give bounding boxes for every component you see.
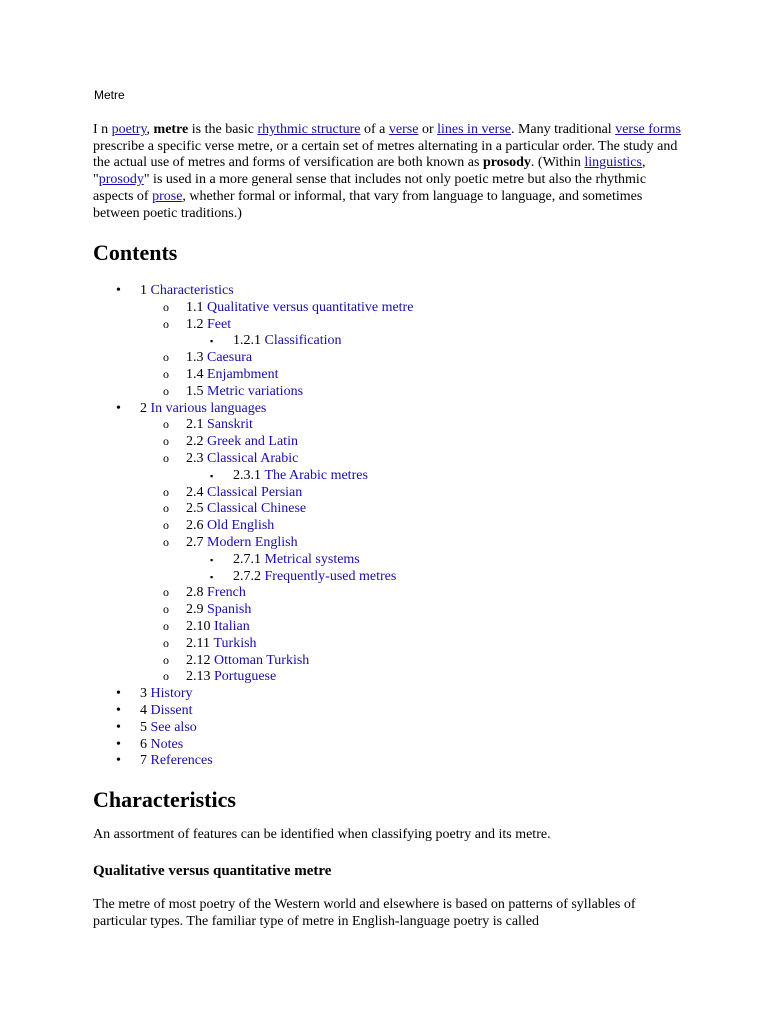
toc-bullet-icon: o	[163, 451, 169, 465]
toc-bullet-icon: o	[163, 518, 169, 533]
toc-item-link[interactable]: Modern English	[203, 535, 298, 550]
toc-item-link[interactable]: French	[203, 585, 246, 601]
toc-item-number: 1.1	[186, 299, 204, 315]
toc-item-link[interactable]: Old English	[203, 518, 275, 534]
toc-item-link[interactable]: Turkish	[209, 635, 257, 651]
intro-paragraph	[93, 122, 683, 222]
toc-item[interactable]	[140, 400, 266, 417]
toc-item-number: 2	[140, 400, 147, 416]
toc-item-number: 2.9	[186, 602, 204, 618]
intro-link[interactable]: verse	[388, 122, 419, 137]
toc-item[interactable]	[186, 484, 302, 501]
toc-item-number: 2.11	[186, 635, 210, 651]
toc-item-number: 2.4	[186, 484, 204, 500]
intro-text: of a	[360, 122, 389, 137]
toc-item-link[interactable]: Qualitative versus quantitative metre	[203, 299, 414, 315]
toc-item[interactable]	[186, 349, 252, 366]
toc-item-link[interactable]: Classical Chinese	[203, 501, 307, 517]
toc-item[interactable]	[140, 719, 197, 736]
toc-bullet-icon: o	[163, 434, 169, 449]
toc-bullet-icon: •	[116, 283, 121, 298]
toc-item-link[interactable]: Characteristics	[147, 283, 234, 298]
characteristics-heading: Characteristics	[93, 787, 236, 812]
toc-item[interactable]	[186, 316, 231, 333]
toc-item-link[interactable]: Spanish	[203, 602, 252, 618]
toc-item-link[interactable]: Caesura	[203, 350, 253, 366]
toc-item-link[interactable]: Metrical systems	[261, 551, 360, 567]
toc-bullet-icon: o	[163, 350, 169, 365]
intro-text: . Many traditional	[510, 122, 616, 137]
toc-item-number: 2.10	[186, 619, 211, 634]
toc-item-link[interactable]: Greek and Latin	[203, 434, 298, 450]
toc-item-link[interactable]: Classification	[261, 333, 342, 349]
toc-item[interactable]	[186, 618, 250, 635]
toc-bullet-icon: ▪	[210, 470, 214, 481]
toc-item-link[interactable]: Sanskrit	[203, 417, 253, 433]
toc-item-number: 4	[140, 703, 147, 718]
intro-link[interactable]: verse forms	[615, 122, 681, 137]
toc-item[interactable]	[233, 467, 368, 484]
toc-item-link[interactable]: In various languages	[147, 400, 267, 416]
toc-bullet-icon: •	[116, 686, 121, 702]
toc-item[interactable]	[233, 568, 396, 585]
contents-heading: Contents	[93, 240, 178, 265]
toc-bullet-icon: o	[163, 383, 169, 398]
intro-text: I n	[93, 122, 112, 137]
toc-item-link[interactable]: Classical Arabic	[203, 451, 299, 466]
toc-item-number: 1.4	[186, 367, 204, 382]
toc-bullet-icon: •	[116, 703, 121, 718]
toc-bullet-icon: o	[163, 501, 169, 516]
toc-bullet-icon: o	[163, 367, 169, 381]
toc-item-number: 2.6	[186, 518, 204, 534]
toc-item[interactable]	[140, 702, 193, 719]
toc-item-link[interactable]: Frequently-used metres	[261, 568, 397, 584]
toc-item-link[interactable]: Dissent	[147, 703, 193, 718]
toc-bullet-icon: o	[163, 652, 169, 667]
toc-item[interactable]	[186, 383, 303, 400]
toc-item-number: 2.7.1	[233, 551, 261, 567]
toc-item-number: 1.3	[186, 350, 204, 366]
intro-link[interactable]: prose	[152, 188, 183, 204]
intro-text: . (Within	[530, 155, 585, 171]
toc-item[interactable]	[186, 450, 298, 467]
toc-item-link[interactable]: Metric variations	[203, 383, 304, 399]
toc-item-number: 5	[140, 719, 147, 735]
toc-bullet-icon: o	[163, 635, 169, 650]
characteristics-paragraph: An assortment of features can be identified when classifying poetry and its metre.	[93, 827, 551, 842]
intro-text: is the basic	[188, 122, 258, 137]
toc-item-link[interactable]: Feet	[203, 316, 232, 332]
toc-item[interactable]	[140, 752, 213, 769]
toc-bullet-icon: o	[163, 619, 169, 633]
toc-item[interactable]	[186, 635, 257, 652]
toc-item-number: 1.5	[186, 383, 204, 399]
toc-item-number: 6	[140, 736, 147, 752]
toc-item-link[interactable]: References	[147, 753, 213, 769]
toc-item[interactable]	[140, 282, 234, 299]
toc-item-link[interactable]: Ottoman Turkish	[210, 652, 310, 668]
toc-item-number: 2.3	[186, 451, 204, 466]
toc-item-link[interactable]: See also	[147, 719, 197, 735]
toc-bullet-icon: o	[163, 535, 169, 549]
toc-item-link[interactable]: History	[147, 686, 193, 702]
toc-item-number: 2.1	[186, 417, 204, 433]
toc-item[interactable]	[186, 416, 253, 433]
intro-link[interactable]: rhythmic structure	[257, 122, 361, 137]
toc-item-number: 2.7.2	[233, 568, 261, 584]
intro-link[interactable]: lines in verse	[437, 122, 511, 137]
toc-item-number: 1.2	[186, 316, 204, 332]
document-title: Metre	[94, 88, 125, 102]
toc-item-number: 3	[140, 686, 147, 702]
toc-bullet-icon: o	[163, 299, 169, 314]
intro-text: prescribe a specific verse metre, or a certain set of metres alternating in a particular order. The study and the actual use of metres and forms of versification are both known as	[93, 138, 678, 171]
toc-item-number: 2.13	[186, 669, 211, 685]
toc-item[interactable]	[233, 332, 342, 349]
toc-item-number: 2.7	[186, 535, 204, 550]
toc-item[interactable]	[186, 500, 306, 517]
toc-item-link[interactable]: Portuguese	[210, 669, 277, 685]
toc-item-number: 7	[140, 753, 147, 769]
toc-bullet-icon: •	[116, 753, 121, 769]
intro-text: ,	[146, 122, 154, 137]
toc-bullet-icon: o	[163, 585, 169, 600]
intro-text: or	[418, 122, 438, 137]
toc-item-number: 1	[140, 283, 147, 298]
toc-item-number: 2.8	[186, 585, 204, 601]
intro-link[interactable]: linguistics	[584, 155, 642, 171]
toc-item-number: 2.2	[186, 434, 204, 450]
toc-item[interactable]	[186, 366, 279, 383]
toc-bullet-icon: ▪	[210, 554, 214, 565]
toc-item-number: 2.5	[186, 501, 204, 517]
toc-bullet-icon: •	[116, 719, 121, 735]
toc-bullet-icon: o	[163, 669, 169, 684]
toc-item[interactable]	[186, 652, 309, 669]
toc-item-link[interactable]: Notes	[147, 736, 184, 752]
intro-bold-term: metre	[153, 122, 189, 137]
toc-item[interactable]	[186, 299, 413, 316]
qualitative-heading: Qualitative versus quantitative metre	[93, 863, 332, 879]
toc-bullet-icon: ▪	[210, 336, 214, 347]
intro-link[interactable]: prosody	[98, 172, 144, 188]
intro-text: , whether formal or informal, that vary from language to language, and sometimes between poetic traditions.)	[93, 188, 643, 221]
toc-item[interactable]	[186, 668, 276, 685]
toc-item-link[interactable]: Classical Persian	[203, 484, 303, 500]
toc-item-number: 2.12	[186, 652, 211, 668]
toc-item[interactable]	[186, 433, 298, 450]
toc-bullet-icon: ▪	[210, 571, 214, 582]
toc-item-link[interactable]: Enjambment	[203, 367, 279, 382]
toc-item[interactable]	[186, 584, 246, 601]
toc-item-link[interactable]: The Arabic metres	[261, 467, 368, 483]
toc-item-link[interactable]: Italian	[210, 619, 250, 634]
toc-item[interactable]	[233, 551, 360, 568]
intro-text: , "	[93, 155, 646, 188]
toc-item[interactable]	[186, 534, 298, 551]
intro-bold-term: prosody	[482, 155, 531, 171]
toc-item-number: 1.2.1	[233, 333, 261, 349]
toc-item-number: 2.3.1	[233, 467, 261, 483]
intro-text: " is used in a more general sense that includes not only poetic metre but also the rhythmic aspects of	[93, 172, 647, 204]
toc-bullet-icon: o	[163, 602, 169, 617]
toc-item[interactable]	[186, 517, 274, 534]
toc-bullet-icon: •	[116, 400, 121, 416]
toc-item[interactable]	[140, 685, 193, 702]
toc-bullet-icon: •	[116, 736, 121, 752]
qualitative-paragraph: The metre of most poetry of the Western world and elsewhere is based on patterns of syllables of particular types. The familiar type of metre in English-language poetry is called	[93, 897, 636, 929]
toc-item[interactable]	[140, 736, 183, 753]
toc-bullet-icon: o	[163, 484, 169, 499]
intro-link[interactable]: poetry	[111, 122, 147, 137]
toc-item[interactable]	[186, 601, 251, 618]
toc-bullet-icon: o	[163, 316, 169, 331]
toc-bullet-icon: o	[163, 417, 169, 432]
